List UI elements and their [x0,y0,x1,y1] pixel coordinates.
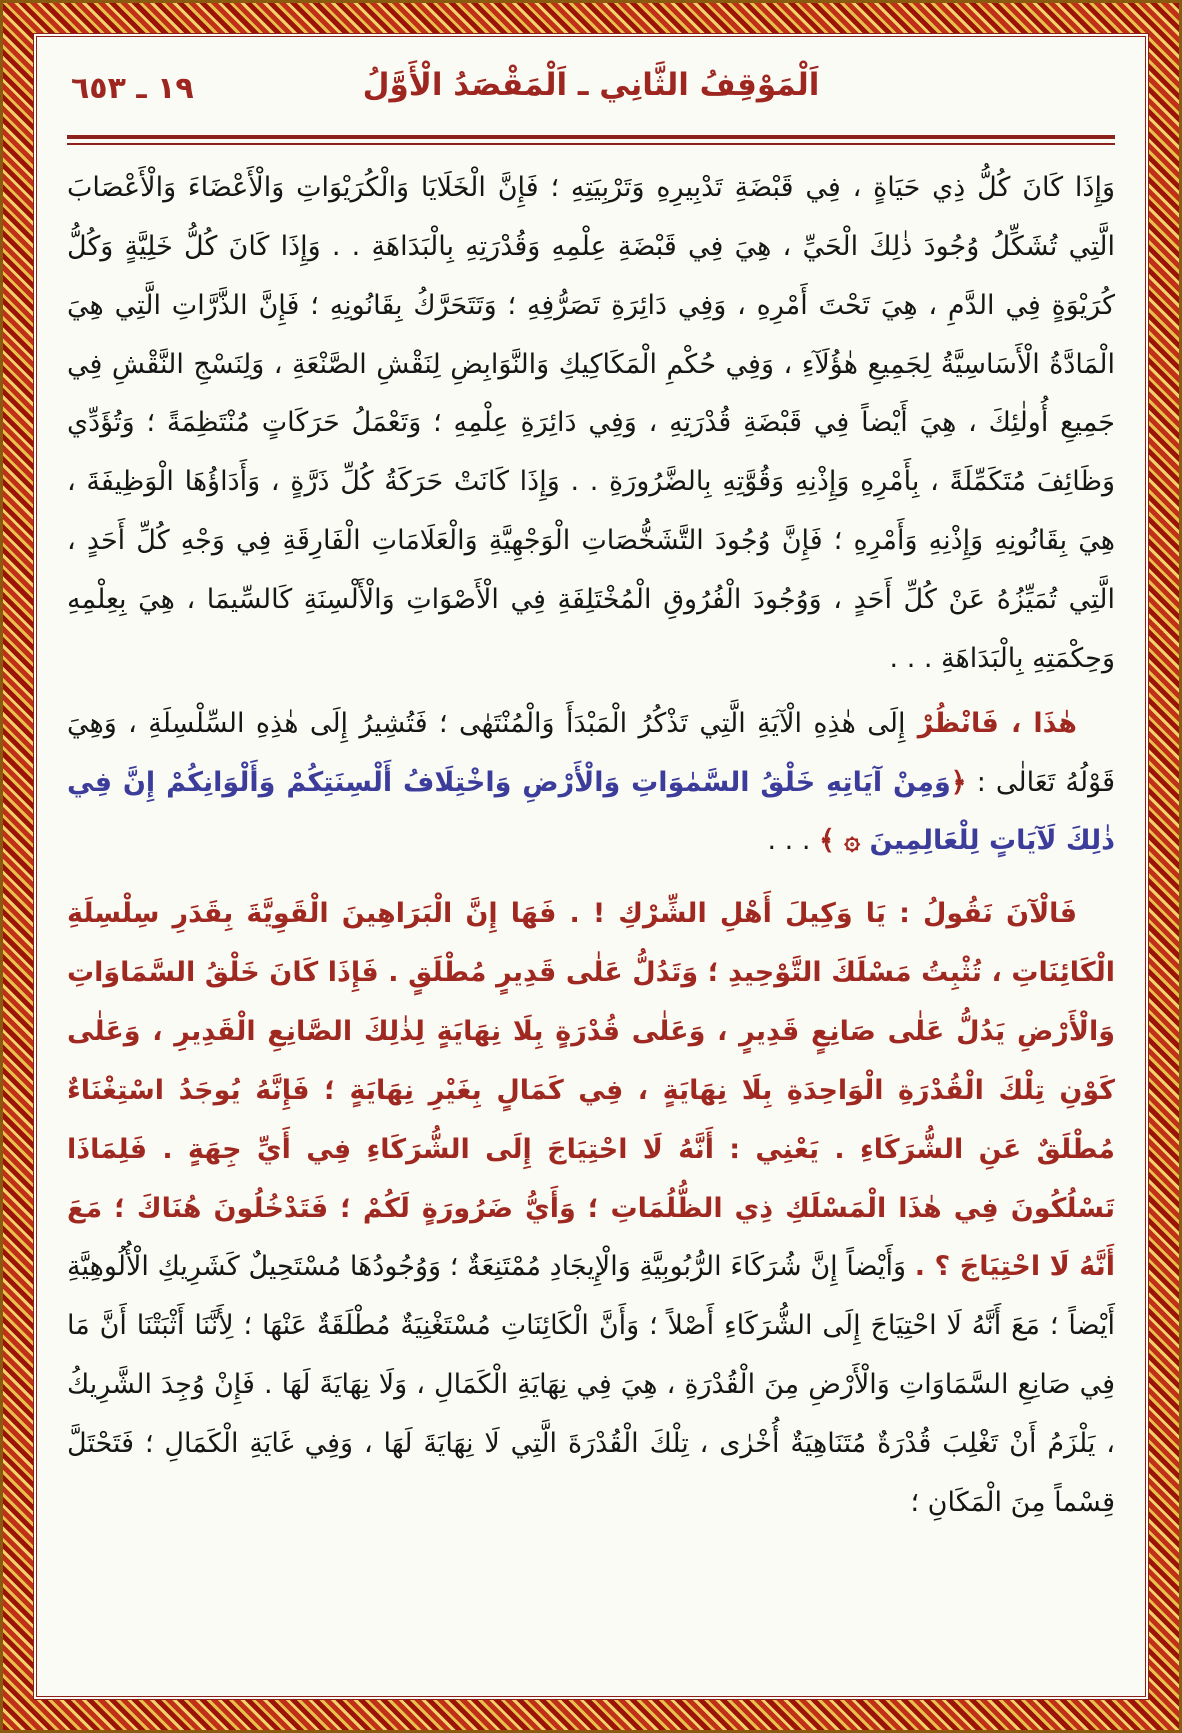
quran-open-ornament: ﴿ [950,766,967,798]
text-segment: . . . [767,825,819,857]
paragraph-1 [67,159,1115,689]
body-text [67,159,1115,1533]
page-content-area [33,33,1149,1700]
text-segment: وَأَيْضاً إِنَّ شُرَكَاءَ الرُّبُوبِيَّةِ وَالْإِيجَادِ مُمْتَنِعَةٌ ؛ وَوُجُودُهَا مُسْتَحِيلٌ كَشَرِيكِ الْأُلُوهِيَّةِ أَيْضاً ؛ مَعَ أَنَّهُ لَا احْتِيَاجَ إِلَى الشُّرَكَاءِ أَصْلاً ؛ وَأَنَّ الْكَائِنَاتِ مُسْتَغْنِيَةٌ مُطْلَقَةٌ عَنْهَا ؛ لِأَنَّنَا أَثْبَتْنَا أَنَّ مَا فِي صَانِعِ السَّمَاوَاتِ وَالْأَرْضِ مِنَ الْقُدْرَةِ ، هِيَ فِي نِهَايَةِ الْكَمَالِ ، وَلَا نِهَايَةَ لَهَا . فَإِنْ وُجِدَ الشَّرِيكُ ، يَلْزَمُ أَنْ تَغْلِبَ قُدْرَةٌ مُتَنَاهِيَةٌ أُخْرٰى ، تِلْكَ الْقُدْرَةَ الَّتِي لَا نِهَايَةَ لَهَا ، وَفِي غَايَةِ الْكَمَالِ ؛ فَتَحْتَلَّ قِسْماً مِنَ الْمَكَانِ ؛ [67,1251,1115,1518]
emphasis-text: هٰذَا ، فَانْظُرْ [905,707,1077,739]
quran-close-ornament: ۞ ﴾ [819,825,870,857]
page-number: ١٩ ـ ٦٥٣ [71,71,194,106]
text-segment: إِلَى هٰذِهِ الْآيَةِ الَّتِي تَذْكُرُ الْمَبْدَأَ وَالْمُنْتَهٰى ؛ فَتُشِيرُ إِلَى هٰذِهِ السِّلْسِلَةِ ، وَهِيَ قَوْلُهُ تَعَالٰى : [67,707,1115,798]
page-header [67,65,1115,127]
header-divider [67,135,1115,145]
paragraph-3 [67,885,1115,1532]
quran-verse: وَمِنْ آيَاتِهِ خَلْقُ السَّمٰوَاتِ وَالْأَرْضِ وَاخْتِلَافُ أَلْسِنَتِكُمْ وَأَلْوَانِكُمْ إِنَّ فِي ذٰلِكَ لَآيَاتٍ لِلْعَالِمِينَ [67,766,1115,857]
emphasis-text: فَالْآنَ نَقُولُ : يَا وَكِيلَ أَهْلِ الشِّرْكِ ! . فَهَا إِنَّ الْبَرَاهِينَ الْقَوِيَّةَ بِقَدَرِ سِلْسِلَةِ الْكَائِنَاتِ ، تُثْبِتُ مَسْلَكَ التَّوْحِيدِ ؛ وَتَدُلُّ عَلٰى قَدِيرٍ مُطْلَقٍ . فَإِذَا كَانَ خَلْقُ السَّمَاوَاتِ وَالْأَرْضِ يَدُلُّ عَلٰى صَانِعٍ قَدِيرٍ ، وَعَلٰى قُدْرَةٍ بِلَا نِهَايَةٍ لِذٰلِكَ الصَّانِعِ الْقَدِيرِ ، وَعَلٰى كَوْنِ تِلْكَ الْقُدْرَةِ الْوَاحِدَةِ بِلَا نِهَايَةٍ ، فِي كَمَالٍ بِغَيْرِ نِهَايَةٍ ؛ فَإِنَّهُ يُوجَدُ اسْتِغْنَاءٌ مُطْلَقٌ عَنِ الشُّرَكَاءِ . يَعْنِي : أَنَّهُ لَا احْتِيَاجَ إِلَى الشُّرَكَاءِ فِي أَيِّ جِهَةٍ . فَلِمَاذَا تَسْلُكُونَ فِي هٰذَا الْمَسْلَكِ ذِي الظُّلُمَاتِ ؛ وَأَيُّ ضَرُورَةٍ لَكُمْ ؛ فَتَدْخُلُونَ هُنَاكَ ؛ مَعَ أَنَّهُ لَا احْتِيَاجَ ؟ . [67,898,1115,1283]
paragraph-2 [67,695,1115,872]
page-title: اَلْمَوْقِفُ الثَّانِي ـ اَلْمَقْصَدُ الْأَوَّلُ [362,67,820,103]
text-segment: وَإِذَا كَانَ كُلُّ ذِي حَيَاةٍ ، فِي قَبْضَةِ تَدْبِيرِهِ وَتَرْبِيَتِهِ ؛ فَإِنَّ الْخَلَايَا وَالْكُرَيْوَاتِ وَالْأَعْضَاءَ وَالْأَعْصَابَ الَّتِي تُشَكِّلُ وُجُودَ ذٰلِكَ الْحَيِّ ، هِيَ فِي قَبْضَةِ عِلْمِهِ وَقُدْرَتِهِ بِالْبَدَاهَةِ . . وَإِذَا كَانَ كُلُّ خَلِيَّةٍ وَكُلُّ كُرَيْوَةٍ فِي الدَّمِ ، هِيَ تَحْتَ أَمْرِهِ ، وَفِي دَائِرَةِ تَصَرُّفِهِ ؛ وَتَتَحَرَّكُ بِقَانُونِهِ ؛ فَإِنَّ الذَّرَّاتِ الَّتِي هِيَ الْمَادَّةُ الْأَسَاسِيَّةُ لِجَمِيعِ هٰؤُلَآءِ ، وَفِي حُكْمِ الْمَكَاكِيكِ وَالنَّوَابِضِ لِنَقْشِ الصَّنْعَةِ ، وَلِنَسْجِ النَّقْشِ فِي جَمِيعِ أُولٰئِكَ ، هِيَ أَيْضاً فِي قَبْضَةِ قُدْرَتِهِ ، وَفِي دَائِرَةِ عِلْمِهِ ؛ وَتَعْمَلُ حَرَكَاتٍ مُنْتَظِمَةً ؛ وَتُؤَدِّي وَظَائِفَ مُتَكَمِّلَةً ، بِأَمْرِهِ وَإِذْنِهِ وَقُوَّتِهِ بِالضَّرُورَةِ . . وَإِذَا كَانَتْ حَرَكَةُ كُلِّ ذَرَّةٍ ، وَأَدَاؤُهَا الْوَظِيفَةَ ، هِيَ بِقَانُونِهِ وَإِذْنِهِ وَأَمْرِهِ ؛ فَإِنَّ وُجُودَ التَّشَخُّصَاتِ الْوَجْهِيَّةِ وَالْعَلَامَاتِ الْفَارِقَةِ فِي وَجْهِ كُلِّ أَحَدٍ ، الَّتِي تُمَيِّزُهُ عَنْ كُلِّ أَحَدٍ ، وَوُجُودَ الْفُرُوقِ الْمُخْتَلِفَةِ فِي الْأَصْوَاتِ وَالْأَلْسِنَةِ كَالسِّيمَا ، هِيَ بِعِلْمِهِ وَحِكْمَتِهِ بِالْبَدَاهَةِ . . . [67,172,1115,674]
